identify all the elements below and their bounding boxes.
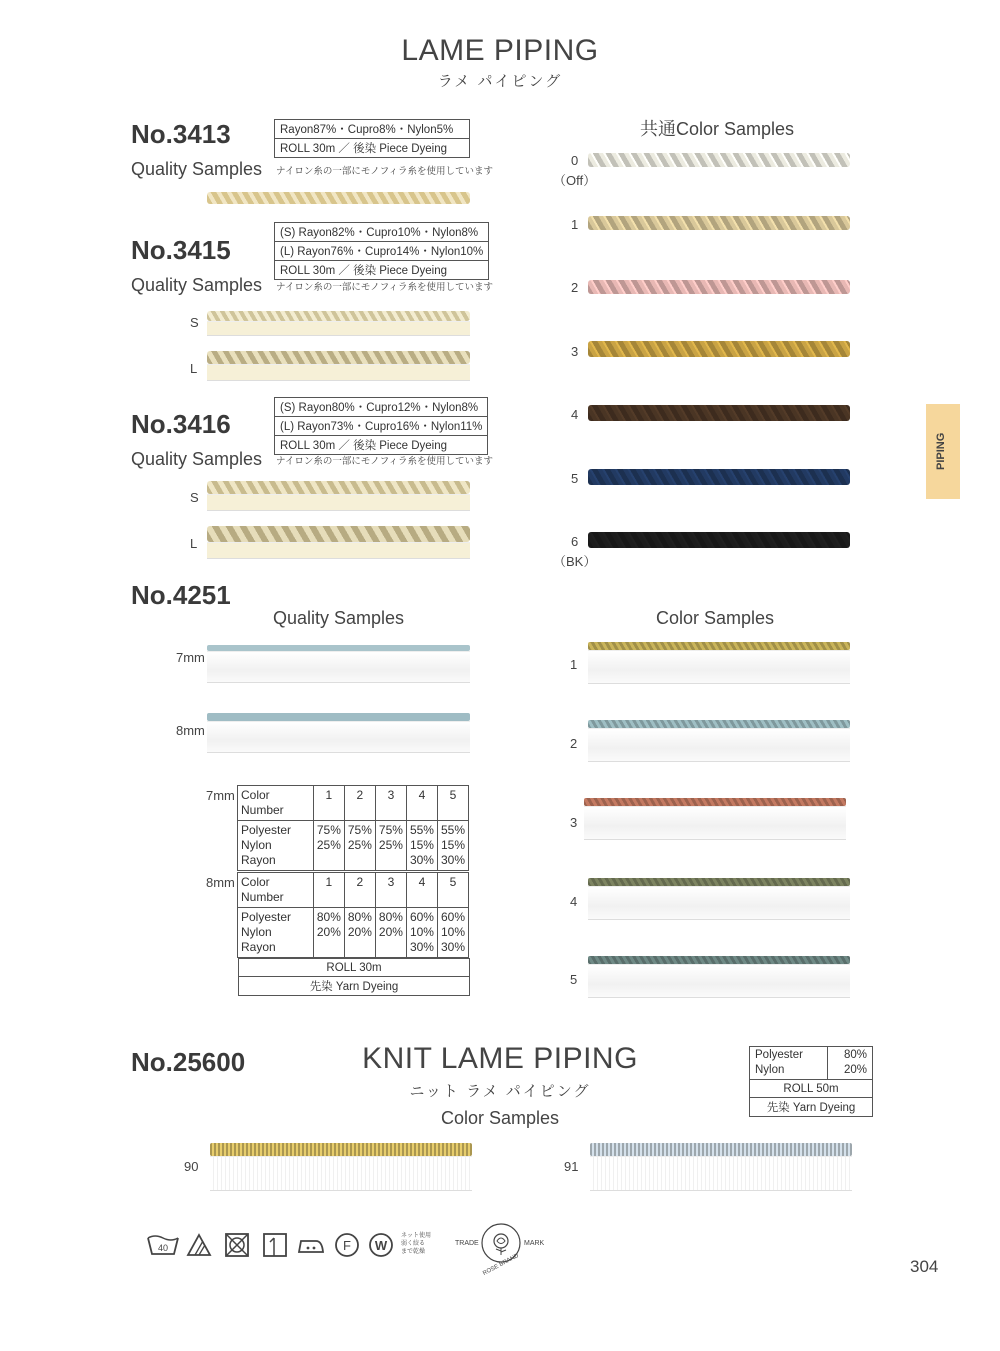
page-subtitle: ラメ パイピング xyxy=(437,73,563,90)
value: 25% xyxy=(347,838,372,852)
sample-3415-l-tape xyxy=(207,364,470,381)
common-color-samples-title: 共通Color Samples xyxy=(640,119,795,139)
header-cell: 2 xyxy=(344,873,375,908)
color-number: 2 xyxy=(571,280,579,295)
monofilament-note: ナイロン糸の一部にモノフィラ糸を使用しています xyxy=(276,282,493,293)
color-swatch-6 xyxy=(588,532,850,548)
color-4251-2-cord xyxy=(588,720,850,728)
roll-dyeing-4251 xyxy=(238,958,470,996)
sample-4251-8mm-cord xyxy=(207,713,470,721)
color-number: 4 xyxy=(571,407,579,422)
sample-3416-s-tape xyxy=(207,494,470,511)
fiber-names xyxy=(238,821,314,871)
value-col xyxy=(406,908,437,958)
color-4251-3-cord xyxy=(584,798,846,806)
value: 30% xyxy=(440,853,465,867)
sample-3415-s-cord xyxy=(207,311,470,321)
color-number: 0 xyxy=(571,153,579,168)
value: 20% xyxy=(378,925,403,939)
sample-4251-7mm-tape xyxy=(207,651,470,683)
color-4251-3-tape xyxy=(584,806,846,840)
color-4251-4-tape xyxy=(588,886,850,920)
color-note: （BK） xyxy=(553,554,597,569)
knit-sample-90-tape xyxy=(210,1156,472,1191)
value-col xyxy=(375,908,406,958)
sample-3416-l-tape xyxy=(207,542,470,559)
color-swatch-3 xyxy=(588,341,850,357)
header-cell: 4 xyxy=(406,873,437,908)
header-cell: 5 xyxy=(437,786,468,821)
product-number-4251: No.4251 xyxy=(131,580,231,610)
sample-4251-8mm-tape xyxy=(207,721,470,753)
value: 10% xyxy=(409,925,434,939)
roll-length: ROLL 50m xyxy=(750,1080,873,1098)
value: 80% xyxy=(378,910,403,924)
knit-sample-90-cord xyxy=(210,1143,472,1156)
value: 30% xyxy=(409,853,434,867)
size-label-8mm: 8mm xyxy=(176,723,205,738)
care-note-line: 弱く絞る xyxy=(401,1241,426,1247)
header-cell: 1 xyxy=(313,873,344,908)
value: 80% xyxy=(316,910,341,924)
no-tumble-dry-icon xyxy=(224,1232,250,1258)
wet-clean-w-icon xyxy=(368,1232,394,1258)
header-cell: Color Number xyxy=(238,873,314,908)
size-label-s: S xyxy=(190,315,199,330)
trade-label: TRADE xyxy=(455,1240,479,1247)
value: 80% xyxy=(843,1049,867,1061)
monofilament-note: ナイロン糸の一部にモノフィラ糸を使用しています xyxy=(276,456,493,467)
bleach-icon xyxy=(186,1232,212,1258)
spec-row: (S) Rayon82%・Cupro10%・Nylon8% xyxy=(275,223,489,242)
color-swatch-2 xyxy=(588,280,850,294)
size-label-7mm: 7mm xyxy=(176,650,205,665)
size-label-l: L xyxy=(190,536,198,551)
color-number: 5 xyxy=(570,972,578,987)
roll-length: ROLL 30m xyxy=(239,959,470,977)
fiber-names xyxy=(750,1047,828,1080)
color-swatch-4 xyxy=(588,405,850,421)
product-number-3415: No.3415 xyxy=(131,235,231,265)
header-cell: Color Number xyxy=(238,786,314,821)
value: 20% xyxy=(316,925,341,939)
value-col xyxy=(344,908,375,958)
value-col xyxy=(313,908,344,958)
svg-text:W: W xyxy=(374,1238,388,1253)
color-number: 90 xyxy=(184,1159,199,1174)
spec-row: Rayon87%・Cupro8%・Nylon5% xyxy=(275,120,470,139)
sample-3416-l-cord xyxy=(207,526,470,542)
color-4251-5-tape xyxy=(588,964,850,998)
color-4251-4-cord xyxy=(588,878,850,886)
svg-text:F: F xyxy=(343,1238,351,1253)
dyeing-method: 先染 Yarn Dyeing xyxy=(239,977,470,996)
wash-temp: 40 xyxy=(157,1243,169,1253)
spec-row: ROLL 30m ／ 後染 Piece Dyeing xyxy=(275,139,470,158)
spec-table-3413 xyxy=(274,119,470,158)
sample-3415-l-cord xyxy=(207,351,470,364)
fiber-name: Polyester xyxy=(755,1049,803,1061)
value-col xyxy=(437,821,468,871)
fiber-name: Polyester xyxy=(241,910,292,924)
dyeing-method: 先染 Yarn Dyeing xyxy=(750,1098,873,1117)
color-swatch-0 xyxy=(588,153,850,167)
product-number-3413: No.3413 xyxy=(131,119,231,149)
color-samples-label: Color Samples xyxy=(656,608,775,628)
fiber-values xyxy=(827,1047,872,1080)
spec-table-25600 xyxy=(749,1046,873,1117)
header-cell: 1 xyxy=(313,786,344,821)
value-col xyxy=(406,821,437,871)
value: 60% xyxy=(440,910,465,924)
header-cell: 5 xyxy=(437,873,468,908)
dry-clean-f-icon xyxy=(334,1232,360,1258)
value-col xyxy=(313,821,344,871)
fiber-name: Rayon xyxy=(241,853,276,867)
value: 20% xyxy=(843,1064,867,1076)
value: 20% xyxy=(347,925,372,939)
fiber-name: Nylon xyxy=(241,838,272,852)
composition-table-8mm xyxy=(237,872,469,958)
quality-samples-label: Quality Samples xyxy=(131,275,263,295)
color-swatch-1 xyxy=(588,216,850,230)
color-number: 5 xyxy=(571,471,579,486)
color-4251-1-cord xyxy=(588,642,850,650)
value-col xyxy=(375,821,406,871)
spec-row: (S) Rayon80%・Cupro12%・Nylon8% xyxy=(275,398,488,417)
fiber-name: Nylon xyxy=(755,1064,785,1076)
size-label-s: S xyxy=(190,490,199,505)
knit-lame-subtitle: ニット ラメ パイピング xyxy=(409,1083,591,1100)
spec-row: (L) Rayon76%・Cupro14%・Nylon10% xyxy=(275,242,489,261)
value: 25% xyxy=(378,838,403,852)
value: 75% xyxy=(316,823,341,837)
color-number: 1 xyxy=(571,217,579,232)
quality-samples-label: Quality Samples xyxy=(131,159,263,179)
side-tab-label: PIPING xyxy=(935,432,947,470)
value: 10% xyxy=(440,925,465,939)
header-cell: 3 xyxy=(375,786,406,821)
table-size-label: 8mm xyxy=(206,875,235,890)
care-note-line: ネット使用 xyxy=(401,1233,432,1239)
value: 75% xyxy=(378,823,403,837)
value: 30% xyxy=(409,940,434,954)
size-label-l: L xyxy=(190,361,198,376)
color-samples-label: Color Samples xyxy=(440,1108,560,1128)
spec-row: ROLL 30m ／ 後染 Piece Dyeing xyxy=(275,261,489,280)
value: 30% xyxy=(440,940,465,954)
header-cell: 3 xyxy=(375,873,406,908)
fiber-names xyxy=(238,908,314,958)
spec-row: ROLL 30m ／ 後染 Piece Dyeing xyxy=(275,436,488,455)
product-number-3416: No.3416 xyxy=(131,409,231,439)
iron-icon xyxy=(296,1232,326,1258)
monofilament-note: ナイロン糸の一部にモノフィラ糸を使用しています xyxy=(276,166,493,177)
color-swatch-5 xyxy=(588,469,850,485)
table-size-label: 7mm xyxy=(206,788,235,803)
color-number: 4 xyxy=(570,894,578,909)
care-note-line: まで乾燥 xyxy=(401,1249,426,1255)
wash-tub-icon xyxy=(146,1232,180,1258)
care-note xyxy=(401,1232,431,1256)
spec-table-3415 xyxy=(274,222,489,280)
value-col xyxy=(344,821,375,871)
header-cell: 2 xyxy=(344,786,375,821)
value: 55% xyxy=(409,823,434,837)
page-number: 304 xyxy=(910,1257,939,1276)
knit-sample-91-cord xyxy=(590,1143,852,1156)
quality-samples-label: Quality Samples xyxy=(273,608,405,628)
color-number: 3 xyxy=(571,344,579,359)
mark-label: MARK xyxy=(524,1240,545,1247)
sample-3416-s-cord xyxy=(207,481,470,494)
spec-table-3416 xyxy=(274,397,488,455)
header-cell: 4 xyxy=(406,786,437,821)
page-title: LAME PIPING xyxy=(401,34,599,67)
composition-table-7mm xyxy=(237,785,469,871)
fiber-name: Nylon xyxy=(241,925,272,939)
value: 15% xyxy=(409,838,434,852)
fiber-name: Rayon xyxy=(241,940,276,954)
value: 75% xyxy=(347,823,372,837)
color-number: 1 xyxy=(570,657,578,672)
spec-row: (L) Rayon73%・Cupro16%・Nylon11% xyxy=(275,417,488,436)
side-tab[interactable] xyxy=(926,404,960,499)
quality-samples-label: Quality Samples xyxy=(131,449,263,469)
color-number: 6 xyxy=(571,534,579,549)
color-4251-1-tape xyxy=(588,650,850,684)
value: 15% xyxy=(440,838,465,852)
value: 25% xyxy=(316,838,341,852)
value: 55% xyxy=(440,823,465,837)
color-number: 91 xyxy=(564,1159,579,1174)
color-number: 2 xyxy=(570,736,578,751)
value-col xyxy=(437,908,468,958)
value: 60% xyxy=(409,910,434,924)
rose-brand-label: ROSE BRAND xyxy=(482,1253,520,1277)
sample-3413 xyxy=(207,192,470,204)
knit-sample-91-tape xyxy=(590,1156,852,1191)
fiber-name: Polyester xyxy=(241,823,292,837)
color-4251-2-tape xyxy=(588,728,850,762)
product-number-25600: No.25600 xyxy=(131,1047,246,1077)
color-4251-5-cord xyxy=(588,956,850,964)
knit-lame-title: KNIT LAME PIPING xyxy=(362,1042,638,1075)
sample-3415-s-tape xyxy=(207,321,470,336)
color-number: 3 xyxy=(570,815,578,830)
value: 80% xyxy=(347,910,372,924)
dry-hang-icon xyxy=(262,1232,288,1258)
color-note: （Off） xyxy=(553,173,597,188)
